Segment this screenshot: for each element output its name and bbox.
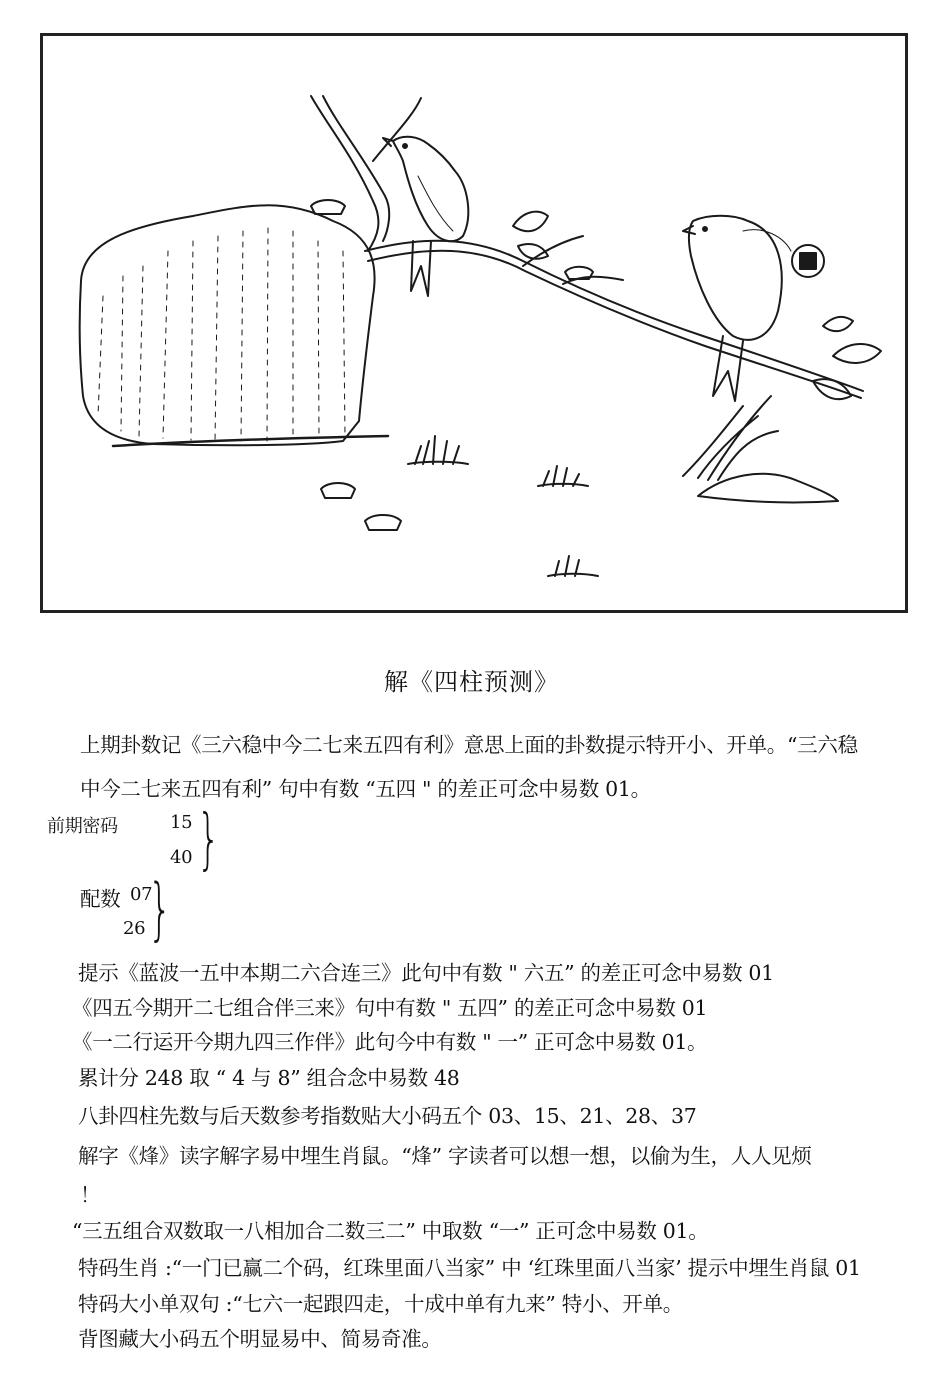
paragraph-line: 提示《蓝波一五中本期二六合连三》此句中有数 " 六五” 的差正可念中易数 01 xyxy=(78,961,774,985)
ingot-drawing xyxy=(311,200,345,214)
grass-drawing xyxy=(548,556,598,576)
previous-code-label: 前期密码 xyxy=(47,816,118,837)
paragraph-line: 背图藏大小码五个明显易中、简易奇准。 xyxy=(78,1327,442,1351)
ingot-drawing xyxy=(365,515,401,530)
grass-drawing xyxy=(408,436,468,464)
paragraph-line: 中今二七来五四有利” 句中有数 “五四 " 的差正可念中易数 01。 xyxy=(80,777,651,801)
paragraph-line: ！ xyxy=(80,1183,101,1207)
grass-drawing xyxy=(683,396,778,480)
previous-code-value: 40 xyxy=(170,847,193,868)
grass-drawing xyxy=(538,466,588,486)
birds-on-branch-illustration xyxy=(43,36,905,610)
bird-left-drawing xyxy=(383,137,468,296)
paragraph-line: 八卦四柱先数与后天数参考指数贴大小码五个 03、15、21、28、37 xyxy=(78,1104,697,1128)
rock-drawing xyxy=(80,205,388,446)
paragraph-line: “三五组合双数取一八相加合二数三二” 中取数 “一” 正可念中易数 01。 xyxy=(72,1219,709,1243)
paragraph-line: 累计分 248 取 “ 4 与 8” 组合念中易数 48 xyxy=(78,1066,460,1090)
leaf-drawing xyxy=(513,212,548,232)
leaf-drawing xyxy=(823,317,853,331)
paragraph-line: 特码大小单双句 :“七六一起跟四走，十成中单有九来” 特小、开单。 xyxy=(78,1292,683,1316)
illustration-frame xyxy=(40,33,908,613)
paragraph-line: 《一二行运开今期九四三作伴》此句今中有数 " 一” 正可念中易数 01。 xyxy=(72,1030,708,1054)
brace-glyph: } xyxy=(197,800,221,877)
paragraph-line: 上期卦数记《三六稳中今二七来五四有利》意思上面的卦数提示特开小、开单。“三六稳 xyxy=(80,733,858,757)
section-title: 解《四柱预测》 xyxy=(384,668,559,696)
ingot-drawing xyxy=(321,483,355,498)
pair-numbers-label: 配数 xyxy=(80,887,121,911)
leaf-drawing xyxy=(813,379,851,399)
leaf-drawing xyxy=(833,344,881,363)
brace-glyph: } xyxy=(148,870,172,949)
paragraph-line: 《四五今期开二七组合伴三来》句中有数 " 五四” 的差正可念中易数 01 xyxy=(72,996,708,1020)
paragraph-line: 特码生肖 :“一门已赢二个码，红珠里面八当家” 中 ‘红珠里面八当家’ 提示中埋生肖鼠 01 xyxy=(78,1256,861,1280)
bird-right-drawing xyxy=(683,216,824,401)
paragraph-line: 解字《烽》读字解字易中埋生肖鼠。“烽” 字读者可以想一想，以偷为生，人人见烦 xyxy=(78,1144,812,1168)
pair-number-value: 07 xyxy=(130,884,153,905)
pair-number-value: 26 xyxy=(123,918,146,939)
previous-code-value: 15 xyxy=(170,812,193,833)
